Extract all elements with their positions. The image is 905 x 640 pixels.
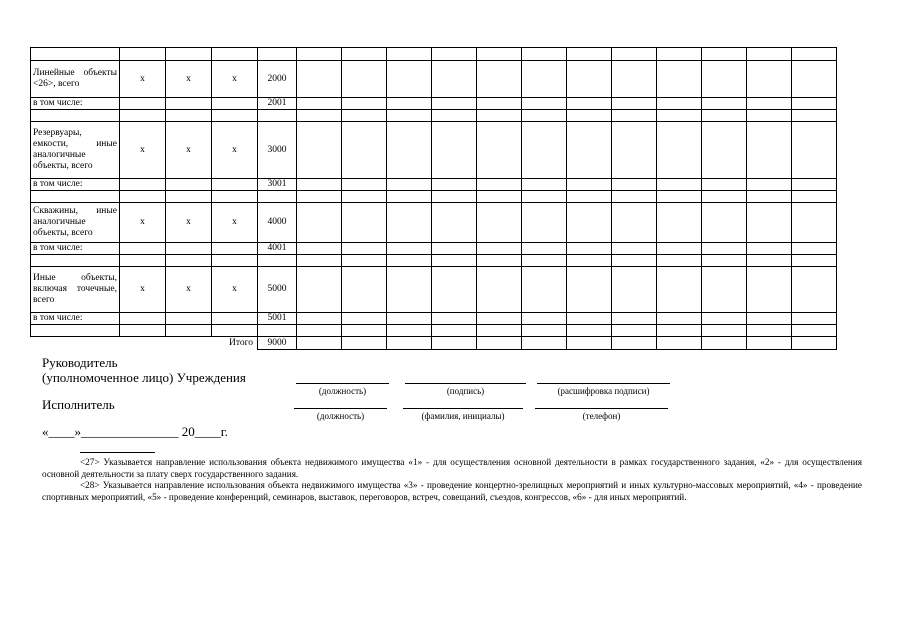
head-signature-transcript-line[interactable] <box>537 383 670 384</box>
table-cell[interactable] <box>432 179 477 191</box>
table-cell[interactable] <box>702 191 747 203</box>
table-cell[interactable] <box>792 255 837 267</box>
table-cell[interactable] <box>612 179 657 191</box>
table-cell[interactable] <box>120 243 166 255</box>
table-cell[interactable] <box>387 61 432 98</box>
table-cell[interactable] <box>342 61 387 98</box>
table-cell[interactable] <box>792 203 837 243</box>
table-cell[interactable] <box>387 122 432 179</box>
table-cell[interactable] <box>567 48 612 61</box>
table-cell[interactable] <box>702 267 747 313</box>
total-code: 9000 <box>258 337 297 350</box>
table-cell[interactable] <box>432 61 477 98</box>
table-cell[interactable] <box>477 48 522 61</box>
table-cell[interactable] <box>477 61 522 98</box>
table-cell[interactable] <box>342 122 387 179</box>
blank-row <box>31 255 837 267</box>
table-cell[interactable] <box>522 179 567 191</box>
table-cell[interactable] <box>477 98 522 110</box>
table-cell[interactable] <box>612 110 657 122</box>
table-cell[interactable] <box>567 61 612 98</box>
table-cell[interactable] <box>522 243 567 255</box>
table-cell[interactable] <box>342 48 387 61</box>
table-cell[interactable] <box>702 122 747 179</box>
row-code: 5000 <box>258 267 297 313</box>
table-cell[interactable] <box>702 48 747 61</box>
table-cell[interactable] <box>342 98 387 110</box>
table-cell[interactable] <box>432 203 477 243</box>
table-cell[interactable] <box>657 98 702 110</box>
table-body <box>31 48 837 350</box>
executor-label: Исполнитель <box>42 397 115 412</box>
table-cell[interactable] <box>657 122 702 179</box>
table-cell[interactable] <box>477 110 522 122</box>
table-cell[interactable] <box>747 313 792 325</box>
table-cell[interactable] <box>747 61 792 98</box>
table-cell[interactable] <box>747 191 792 203</box>
table-cell[interactable] <box>432 122 477 179</box>
table-cell[interactable] <box>342 179 387 191</box>
table-cell[interactable] <box>212 191 258 203</box>
table-cell[interactable] <box>387 337 432 350</box>
row-sublabel: в том числе: <box>31 243 120 255</box>
table-cell[interactable] <box>747 255 792 267</box>
table-cell[interactable] <box>477 179 522 191</box>
mark-cell: х <box>212 203 258 243</box>
table-cell[interactable] <box>297 325 342 337</box>
subtotal-row <box>31 243 837 255</box>
table-cell[interactable] <box>212 325 258 337</box>
table-cell[interactable] <box>432 98 477 110</box>
table-cell[interactable] <box>657 61 702 98</box>
row-sublabel: в том числе: <box>31 98 120 110</box>
table-cell[interactable] <box>387 267 432 313</box>
table-cell[interactable] <box>432 255 477 267</box>
row-code: 3001 <box>258 179 297 191</box>
table-cell[interactable] <box>120 325 166 337</box>
table-cell[interactable] <box>702 61 747 98</box>
subtotal-row <box>31 179 837 191</box>
table-cell[interactable] <box>342 191 387 203</box>
table-cell[interactable] <box>212 48 258 61</box>
table-cell[interactable] <box>702 110 747 122</box>
executor-position-line[interactable] <box>294 408 387 409</box>
table-cell[interactable] <box>612 61 657 98</box>
table-cell[interactable] <box>567 98 612 110</box>
table-cell[interactable] <box>612 337 657 350</box>
table-cell[interactable] <box>612 48 657 61</box>
table-cell[interactable] <box>387 203 432 243</box>
table-cell[interactable] <box>166 191 212 203</box>
table-cell[interactable] <box>166 255 212 267</box>
table-cell[interactable] <box>522 337 567 350</box>
table-cell[interactable] <box>432 337 477 350</box>
table-cell[interactable] <box>297 243 342 255</box>
table-cell[interactable] <box>702 325 747 337</box>
table-cell[interactable] <box>612 203 657 243</box>
table-cell[interactable] <box>747 122 792 179</box>
table-cell[interactable] <box>120 110 166 122</box>
table-cell[interactable] <box>166 243 212 255</box>
head-label-authorized: (уполномоченное лицо) Учреждения <box>42 370 246 385</box>
table-cell[interactable] <box>342 110 387 122</box>
table-cell[interactable] <box>792 313 837 325</box>
head-signature-line[interactable] <box>405 383 526 384</box>
table-cell[interactable] <box>212 313 258 325</box>
group-row <box>31 203 837 243</box>
table-cell[interactable] <box>612 267 657 313</box>
table-cell[interactable] <box>297 203 342 243</box>
table-cell[interactable] <box>297 337 342 350</box>
table-cell[interactable] <box>432 110 477 122</box>
table-cell[interactable] <box>297 191 342 203</box>
table-cell[interactable] <box>212 98 258 110</box>
table-cell[interactable] <box>258 325 297 337</box>
table-cell[interactable] <box>387 98 432 110</box>
blank-row <box>31 110 837 122</box>
table-cell[interactable] <box>31 255 120 267</box>
table-cell[interactable] <box>258 48 297 61</box>
row-code: 5001 <box>258 313 297 325</box>
table-cell[interactable] <box>342 325 387 337</box>
table-cell[interactable] <box>567 255 612 267</box>
table-cell[interactable] <box>432 48 477 61</box>
table-cell[interactable] <box>297 179 342 191</box>
table-cell[interactable] <box>747 325 792 337</box>
table-cell[interactable] <box>657 179 702 191</box>
table-cell[interactable] <box>702 337 747 350</box>
table-cell[interactable] <box>567 267 612 313</box>
row-name: Скважины, иные аналогичные объекты, всего <box>31 203 120 243</box>
table-cell[interactable] <box>31 48 120 61</box>
executor-caption-position: (должность) <box>316 411 365 421</box>
row-name: Иные объекты, включая точечные, всего <box>31 267 120 313</box>
table-cell[interactable] <box>387 243 432 255</box>
table-cell[interactable] <box>387 48 432 61</box>
table-cell[interactable] <box>31 191 120 203</box>
table-cell[interactable] <box>702 203 747 243</box>
table-cell[interactable] <box>297 98 342 110</box>
table-cell[interactable] <box>792 61 837 98</box>
table-cell[interactable] <box>477 203 522 243</box>
table-cell[interactable] <box>747 337 792 350</box>
mark-cell: х <box>120 61 166 98</box>
table-cell[interactable] <box>120 313 166 325</box>
table-cell[interactable] <box>567 191 612 203</box>
table-cell[interactable] <box>297 61 342 98</box>
table-cell[interactable] <box>522 255 567 267</box>
table-cell[interactable] <box>342 313 387 325</box>
table-cell[interactable] <box>477 325 522 337</box>
head-caption-transcript: (расшифровка подписи) <box>557 386 650 396</box>
executor-caption-name: (фамилия, инициалы) <box>421 411 505 421</box>
table-cell[interactable] <box>612 325 657 337</box>
table-cell[interactable] <box>657 243 702 255</box>
table-cell[interactable] <box>792 191 837 203</box>
property-table <box>30 47 837 350</box>
table-cell[interactable] <box>477 267 522 313</box>
table-cell[interactable] <box>297 255 342 267</box>
row-sublabel: в том числе: <box>31 313 120 325</box>
table-cell[interactable] <box>747 110 792 122</box>
table-cell[interactable] <box>567 243 612 255</box>
row-name: Линейные объекты <26>, всего <box>31 61 120 98</box>
table-cell[interactable] <box>657 48 702 61</box>
head-label: Руководитель <box>42 355 118 370</box>
table-cell[interactable] <box>432 325 477 337</box>
table-cell[interactable] <box>387 325 432 337</box>
table-cell[interactable] <box>387 179 432 191</box>
group-row <box>31 61 837 98</box>
table-cell[interactable] <box>702 243 747 255</box>
table-cell[interactable] <box>212 179 258 191</box>
table-cell[interactable] <box>477 313 522 325</box>
total-label: Итого <box>31 337 258 350</box>
table-cell[interactable] <box>792 267 837 313</box>
table-cell[interactable] <box>342 337 387 350</box>
table-cell[interactable] <box>166 98 212 110</box>
table-cell[interactable] <box>522 61 567 98</box>
table-cell[interactable] <box>612 313 657 325</box>
group-row <box>31 122 837 179</box>
table-cell[interactable] <box>792 98 837 110</box>
table-cell[interactable] <box>120 98 166 110</box>
head-caption-position: (должность) <box>318 386 367 396</box>
table-cell[interactable] <box>747 179 792 191</box>
table-cell[interactable] <box>522 313 567 325</box>
executor-caption-phone: (телефон) <box>582 411 621 421</box>
table-cell[interactable] <box>297 110 342 122</box>
table-cell[interactable] <box>792 48 837 61</box>
table-cell[interactable] <box>657 325 702 337</box>
table-cell[interactable] <box>747 203 792 243</box>
table-cell[interactable] <box>432 267 477 313</box>
table-cell[interactable] <box>567 337 612 350</box>
mark-cell: х <box>212 122 258 179</box>
table-cell[interactable] <box>432 313 477 325</box>
mark-cell: х <box>166 122 212 179</box>
table-cell[interactable] <box>166 110 212 122</box>
mark-cell: х <box>212 267 258 313</box>
table-cell[interactable] <box>612 98 657 110</box>
table-cell[interactable] <box>166 325 212 337</box>
table-cell[interactable] <box>702 255 747 267</box>
total-row <box>31 337 837 350</box>
table-cell[interactable] <box>120 255 166 267</box>
table-cell[interactable] <box>747 48 792 61</box>
table-cell[interactable] <box>792 122 837 179</box>
table-cell[interactable] <box>702 313 747 325</box>
head-position-line[interactable] <box>296 383 389 384</box>
table-cell[interactable] <box>297 313 342 325</box>
table-cell[interactable] <box>477 243 522 255</box>
table-cell[interactable] <box>297 267 342 313</box>
group-row <box>31 267 837 313</box>
table-cell[interactable] <box>567 110 612 122</box>
table-cell[interactable] <box>792 110 837 122</box>
table-cell[interactable] <box>567 179 612 191</box>
table-cell[interactable] <box>612 255 657 267</box>
head-caption-signature: (подпись) <box>446 386 485 396</box>
table-cell[interactable] <box>522 191 567 203</box>
executor-phone-line[interactable] <box>535 408 668 409</box>
mark-cell: х <box>166 203 212 243</box>
table-cell[interactable] <box>522 203 567 243</box>
table-cell[interactable] <box>657 337 702 350</box>
table-cell[interactable] <box>522 122 567 179</box>
table-cell[interactable] <box>792 325 837 337</box>
table-cell[interactable] <box>657 203 702 243</box>
table-cell[interactable] <box>342 267 387 313</box>
footnote-27: <27> Указывается направление использования объекта недвижимого имущества «1» - для осуществления основной деятельности в рамках государственного задания, «2» - для осуществления основной деятельности за плату сверх государственного задания. <box>42 457 862 479</box>
table-cell[interactable] <box>120 191 166 203</box>
table-cell[interactable] <box>522 48 567 61</box>
mark-cell: х <box>120 203 166 243</box>
table-cell[interactable] <box>702 98 747 110</box>
row-code: 2001 <box>258 98 297 110</box>
table-cell[interactable] <box>342 255 387 267</box>
mark-cell: х <box>212 61 258 98</box>
table-cell[interactable] <box>297 48 342 61</box>
row-code: 3000 <box>258 122 297 179</box>
blank-row <box>31 191 837 203</box>
table-cell[interactable] <box>657 255 702 267</box>
table-cell[interactable] <box>657 191 702 203</box>
row-code: 4000 <box>258 203 297 243</box>
table-cell[interactable] <box>792 337 837 350</box>
table-cell[interactable] <box>166 313 212 325</box>
table-cell[interactable] <box>522 98 567 110</box>
table-cell[interactable] <box>477 191 522 203</box>
table-cell[interactable] <box>387 110 432 122</box>
table-cell[interactable] <box>212 243 258 255</box>
table-cell[interactable] <box>522 110 567 122</box>
table-cell[interactable] <box>342 243 387 255</box>
table-cell[interactable] <box>258 255 297 267</box>
subtotal-row <box>31 313 837 325</box>
date-line[interactable]: «____»_______________ 20____г. <box>42 424 228 439</box>
table-cell[interactable] <box>747 267 792 313</box>
table-cell[interactable] <box>657 313 702 325</box>
table-cell[interactable] <box>747 243 792 255</box>
table-cell[interactable] <box>747 98 792 110</box>
table-cell[interactable] <box>387 255 432 267</box>
table-cell[interactable] <box>297 122 342 179</box>
table-cell[interactable] <box>120 179 166 191</box>
table-cell[interactable] <box>387 313 432 325</box>
mark-cell: х <box>166 267 212 313</box>
table-cell[interactable] <box>120 48 166 61</box>
table-cell[interactable] <box>612 243 657 255</box>
table-cell[interactable] <box>522 267 567 313</box>
row-code: 2000 <box>258 61 297 98</box>
table-cell[interactable] <box>166 48 212 61</box>
mark-cell: х <box>120 122 166 179</box>
table-cell[interactable] <box>612 122 657 179</box>
table-cell[interactable] <box>657 267 702 313</box>
table-cell[interactable] <box>792 243 837 255</box>
table-cell[interactable] <box>567 203 612 243</box>
table-cell[interactable] <box>258 191 297 203</box>
row-name: Резервуары, емкости, иные аналогичные объекты, всего <box>31 122 120 179</box>
table-cell[interactable] <box>522 325 567 337</box>
row-code: 4001 <box>258 243 297 255</box>
table-cell[interactable] <box>432 243 477 255</box>
table-cell[interactable] <box>612 191 657 203</box>
mark-cell: х <box>120 267 166 313</box>
header-stub-row <box>31 48 837 61</box>
table-cell[interactable] <box>212 110 258 122</box>
table-cell[interactable] <box>702 179 747 191</box>
table-cell[interactable] <box>387 191 432 203</box>
mark-cell: х <box>166 61 212 98</box>
table-cell[interactable] <box>477 255 522 267</box>
table-cell[interactable] <box>567 313 612 325</box>
table-cell[interactable] <box>342 203 387 243</box>
table-cell[interactable] <box>31 110 120 122</box>
table-cell[interactable] <box>432 191 477 203</box>
blank-row <box>31 325 837 337</box>
table-cell[interactable] <box>258 110 297 122</box>
table-cell[interactable] <box>31 325 120 337</box>
table-cell[interactable] <box>567 325 612 337</box>
table-cell[interactable] <box>567 122 612 179</box>
table-cell[interactable] <box>792 179 837 191</box>
executor-name-line[interactable] <box>403 408 523 409</box>
table-cell[interactable] <box>166 179 212 191</box>
footnote-separator <box>80 452 155 453</box>
subtotal-row <box>31 98 837 110</box>
table-cell[interactable] <box>657 110 702 122</box>
row-sublabel: в том числе: <box>31 179 120 191</box>
table-cell[interactable] <box>477 122 522 179</box>
footnote-28: <28> Указывается направление использования объекта недвижимого имущества «3» - проведение концертно-зрелищных мероприятий и иных культурно-массовых мероприятий, «4» - проведение спортивных мероприятий, «5» - проведение конференций, семинаров, выставок, переговоров, встреч, совещаний, съездов, конгрессов, «6» - для иных мероприятий. <box>42 480 862 502</box>
table-cell[interactable] <box>477 337 522 350</box>
table-cell[interactable] <box>212 255 258 267</box>
